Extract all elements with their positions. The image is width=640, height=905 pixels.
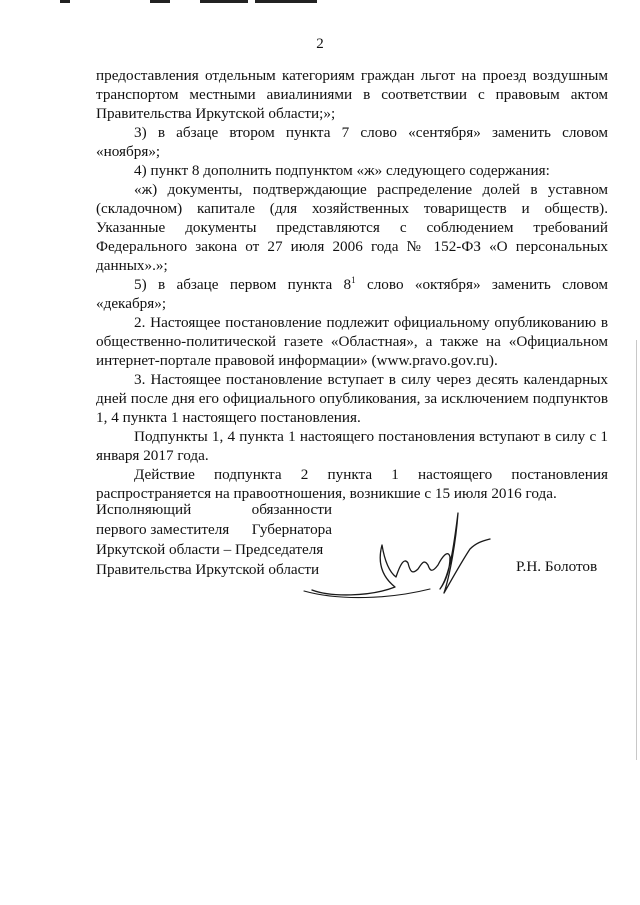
paragraph: Действие подпункта 2 пункта 1 настоящего постановления распространяется на правоотношения, возникшие с 15 июля 2016 года.	[96, 466, 608, 502]
paragraph: 2. Настоящее постановление подлежит официальному опубликованию в общественно-политической газете «Областная», а также на «Официальном интернет-портале правовой информации» (www.pravo.gov.ru).	[96, 314, 608, 369]
signatory-line: Иркутской области – Председателя	[96, 541, 324, 558]
scan-artifact	[60, 0, 70, 3]
page-number: 2	[316, 36, 324, 52]
paragraph: предоставления отдельным категориям граждан льгот на проезд воздушным транспортом местными авиалиниями в соответствии с правовым актом Правительства Иркутской области;»;	[96, 67, 608, 122]
paragraph: Подпункты 1, 4 пункта 1 настоящего постановления вступают в силу с 1 января 2017 года.	[96, 428, 608, 464]
handwritten-signature	[300, 505, 500, 605]
scan-artifact	[150, 0, 170, 3]
signatory-line	[96, 500, 332, 520]
item5-text-after: слово «октября» заменить словом «декабря»;	[96, 276, 608, 312]
scan-artifact	[255, 0, 317, 3]
paragraph: 3. Настоящее постановление вступает в силу через десять календарных дней после дня его официального опубликования, за исключением подпунктов 1, 4 пункта 1 настоящего постановления.	[96, 371, 608, 426]
paragraph: «ж) документы, подтверждающие распределение долей в уставном (складочном) капитале (для хозяйственных товариществ и обществ). Указанные документы представляются с соблюдением требований Федерального закона от 27 июля 2006 года № 152-ФЗ «О персональных данных».»;	[96, 181, 608, 274]
signatory-word: первого заместителя	[96, 521, 230, 538]
paragraph: 4) пункт 8 дополнить подпунктом «ж» следующего содержания:	[134, 162, 550, 179]
signatory-word: Губернатора	[251, 521, 332, 538]
paragraph: 3) в абзаце втором пункта 7 слово «сентября» заменить словом «ноября»;	[96, 124, 608, 160]
signatory-word: обязанности	[251, 501, 332, 518]
document-body	[96, 66, 608, 503]
superscript: 1	[351, 275, 356, 285]
scan-artifact	[200, 0, 248, 3]
item5-text-before: 5) в абзаце первом пункта 8	[134, 276, 352, 293]
signer-name: Р.Н. Болотов	[516, 558, 598, 575]
signatory-title	[96, 500, 332, 580]
paragraph-item-5	[96, 275, 608, 313]
signatory-line: Правительства Иркутской области	[96, 561, 320, 578]
signatory-line	[96, 520, 332, 540]
signatory-word: Исполняющий	[96, 501, 192, 518]
scan-edge	[636, 340, 637, 760]
